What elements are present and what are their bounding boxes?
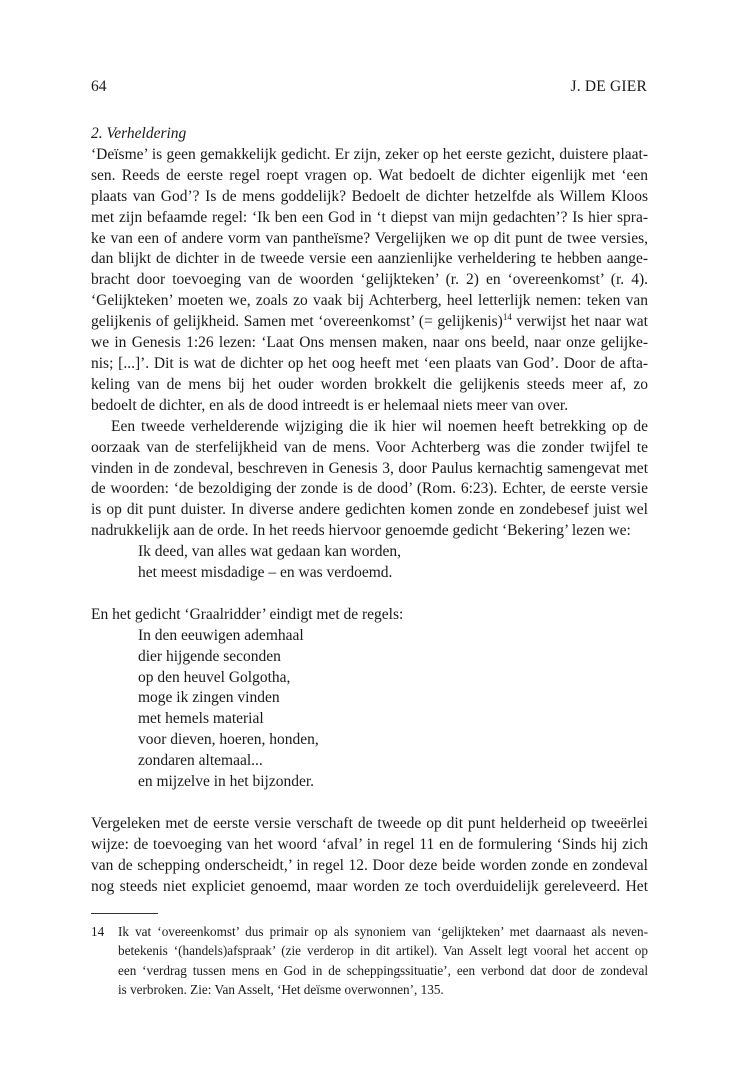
text-line: dan blijkt de dichter in de tweede versie een aanzienlijke verheldering te hebben aange- — [91, 250, 648, 268]
text-segment: gelijkenis of gelijkheid. Samen met ‘overeenkomst’ (= gelijkenis) — [91, 313, 503, 331]
text-line: wijze: de toevoeging van het woord ‘afval’ in regel 11 en de formulering ‘Sinds hij zich — [91, 835, 648, 853]
text-line: ‘Gelijkteken’ moeten we, zoals zo vaak bij Achterberg, heel letterlijk nemen: teken van — [91, 292, 648, 310]
spacer — [91, 793, 648, 814]
verse-line: moge ik zingen vinden — [138, 689, 280, 707]
verse-line: op den heuvel Golgotha, — [138, 668, 291, 686]
paragraph-2 — [91, 417, 648, 542]
footnote-divider — [91, 913, 158, 914]
text-line: nadrukkelijk aan de orde. In het reeds hiervoor genoemde gedicht ‘Bekering’ lezen we: — [91, 522, 631, 540]
text-line: nog steeds niet expliciet genoemd, maar worden ze toch overduidelijk gereleveerd. Het — [91, 877, 648, 895]
text-line: bracht door toevoeging van de woorden ‘gelijkteken’ (r. 2) en ‘overeenkomst’ (r. 4). — [91, 271, 648, 289]
text-line: vinden in de zondeval, beschreven in Genesis 3, door Paulus kernachtig samengevat met — [91, 459, 648, 477]
footnote-line: is verbroken. Zie: Van Asselt, ‘Het deïsme overwonnen’, 135. — [118, 982, 444, 998]
text-line: ‘Deïsme’ is geen gemakkelijk gedicht. Er zijn, zeker op het eerste gezicht, duistere plaat- — [91, 145, 648, 163]
verse-line: dier hijgende seconden — [138, 647, 281, 665]
text-line: de woorden: ‘de bezoldiging der zonde is de dood’ (Rom. 6:23). Echter, de eerste versie — [91, 480, 648, 498]
footnote-number: 14 — [91, 924, 105, 939]
text-line: met zijn befaamde regel: ‘Ik ben een God in ‘t diepst van mijn gedachten’? Is hier spra- — [91, 208, 648, 226]
footnote-14 — [91, 922, 648, 1000]
footnote-line: betekenis ‘(handels)afspraak’ (zie verderop in dit artikel). Van Asselt legt vooral het accent op — [118, 943, 648, 959]
footnote-line: Ik vat ‘overeenkomst’ dus primair op als synoniem van ‘gelijkteken’ met daarnaast als neven- — [118, 924, 648, 939]
section-heading: 2. Verheldering — [91, 125, 187, 142]
text-line: keling van de mens bij het ouder worden brokkelt die gelijkenis steeds meer af, zo — [91, 375, 648, 393]
verse-intro: En het gedicht ‘Graalridder’ eindigt met de regels: — [91, 605, 404, 623]
text-line: ke van een of andere vorm van pantheïsme? Vergelijken we op dit punt de twee versies, — [91, 229, 648, 247]
paragraph-1 — [91, 145, 648, 417]
verse-line: zondaren altemaal... — [138, 752, 263, 770]
verse-line: het meest misdadige – en was verdoemd. — [138, 564, 393, 582]
running-head-author: J. DE GIER — [570, 78, 647, 95]
paragraph-3 — [91, 814, 648, 898]
text-line: oorzaak van de sterfelijkheid van de mens. Voor Achterberg was die zonder twijfel te — [91, 438, 648, 456]
text-line: sen. Reeds de eerste regel roept vragen op. Wat bedoelt de dichter eigenlijk met ‘een — [91, 166, 648, 184]
footnote-line: een ‘verdrag tussen mens en God in de scheppingssituatie’, een verbond dat door de zondeval — [118, 962, 648, 978]
verse-line: met hemels material — [138, 710, 264, 728]
verse-line: Ik deed, van alles wat gedaan kan worden, — [138, 543, 401, 561]
verse-line: In den eeuwigen ademhaal — [138, 626, 304, 644]
spacer — [91, 584, 648, 605]
verse-graalridder — [138, 626, 648, 793]
text-line: bedoelt de dichter, en als de dood intreedt is er helemaal niets meer van over. — [91, 396, 569, 414]
running-header — [91, 78, 647, 100]
page-number: 64 — [91, 78, 107, 95]
footnote-marker[interactable]: 14 — [502, 312, 512, 323]
text-line: Een tweede verhelderende wijziging die ik hier wil noemen heeft betrekking op de — [111, 417, 648, 435]
text-line: plaats van God’? Is de mens goddelijk? Bedoelt de dichter hetzelfde als Willem Kloos — [91, 187, 648, 205]
footnote-text — [118, 922, 648, 1000]
main-text — [91, 124, 648, 898]
text-line: Vergeleken met de eerste versie verschaft de tweede op dit punt helderheid op tweeërlei — [91, 814, 648, 832]
verse-line: en mijzelve in het bijzonder. — [138, 773, 315, 791]
text-line: we in Genesis 1:26 lezen: ‘Laat Ons mensen maken, naar ons beeld, naar onze gelijke- — [91, 334, 648, 352]
verse-line: voor dieven, hoeren, honden, — [138, 731, 319, 749]
text-line-with-footnote — [91, 312, 648, 333]
verse-bekering — [138, 542, 648, 584]
text-line: is op dit punt duister. In diverse andere gedichten komen zonde en zondebesef juist wel — [91, 501, 648, 519]
text-segment: verwijst het naar wat — [511, 313, 648, 331]
text-line: nis; [...]’. Dit is wat de dichter op het oog heeft met ‘een plaats van God’. Door de afta- — [91, 354, 648, 372]
text-line: van de schepping onderscheidt,’ in regel 12. Door deze beide worden zonde en zondeval — [91, 856, 648, 874]
